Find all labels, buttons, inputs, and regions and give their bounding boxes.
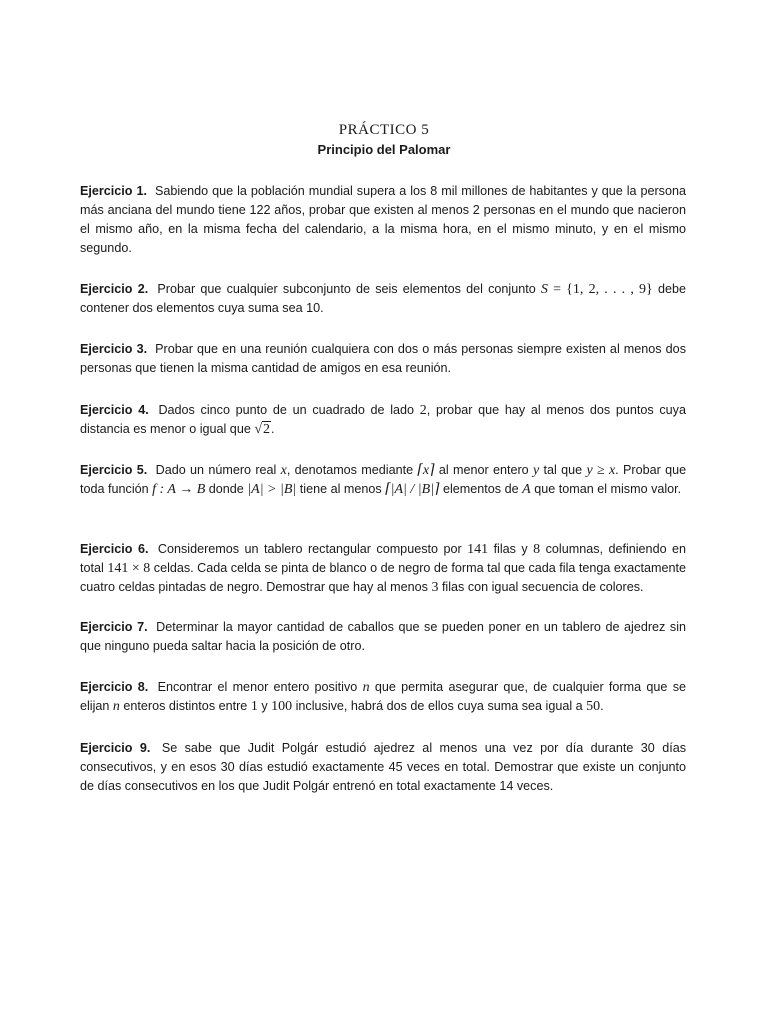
exercise-text: enteros distintos entre (123, 699, 248, 713)
exercise-text: Determinar la mayor cantidad de caballos que se pueden poner en un tablero de ajedrez sin que ninguno pueda saltar hacia la posición de otro. (80, 620, 687, 653)
math-expression: y (532, 463, 540, 478)
exercise-label: Ejercicio 2. (80, 282, 149, 296)
exercise-text: Dados cinco punto de un cuadrado de lado (158, 403, 415, 417)
math-expression: x (280, 463, 287, 478)
page-title: PRÁCTICO 5 (338, 122, 430, 138)
exercise-label: Ejercicio 1. (80, 184, 147, 198)
exercise-text: que permita asegurar que, de cualquier forma que se elijan (80, 680, 687, 713)
math-expression: n (112, 699, 120, 714)
math-expression: 141 (467, 542, 489, 557)
sqrt-sign: √ (254, 422, 263, 437)
exercise-text: Consideremos un tablero rectangular compuesto por (157, 542, 462, 556)
exercise-text: . (600, 699, 604, 713)
exercise-text: Sabiendo que la población mundial supera a los 8 mil millones de habitantes y que la persona más anciana del mundo tiene 122 años, probar que existen al menos 2 personas en el mundo que nacieron el mismo año, en la misma fecha del calendario, a la misma hora, en el mismo minuto, y en el mismo segundo. (80, 184, 686, 255)
math-expression: 2 (263, 422, 271, 437)
exercise-label: Ejercicio 4. (80, 403, 149, 417)
exercise-text: Probar que en una reunión cualquiera con dos o más personas siempre existen al menos dos personas que tienen la misma cantidad de amigos en esa reunión. (80, 342, 686, 375)
math-expression: 50 (586, 699, 601, 714)
exercise-label: Ejercicio 5. (80, 463, 148, 477)
exercise-text: debe contener dos elementos cuya suma sea 10. (80, 282, 687, 315)
exercise-text: y (261, 699, 268, 713)
exercise-text: , denotamos mediante (286, 463, 414, 477)
exercise-3 (80, 340, 686, 378)
exercise-text: columnas, definiendo en total (80, 542, 687, 575)
exercise-4 (80, 401, 686, 439)
math-expression: S (540, 282, 548, 297)
exercise-text: , probar que hay al menos dos puntos cuya distancia es menor o igual que (80, 403, 686, 436)
exercise-8 (80, 678, 686, 716)
math-expression: 141 × 8 (107, 561, 151, 576)
exercise-label: Ejercicio 7. (80, 620, 148, 634)
header (0, 121, 768, 159)
exercise-text: Encontrar el menor entero positivo (157, 680, 358, 694)
exercise-5 (80, 461, 686, 499)
exercise-text: al menor entero (438, 463, 529, 477)
math-expression: 100 (271, 699, 293, 714)
exercise-6 (80, 540, 686, 597)
exercise-text: . (271, 422, 275, 436)
exercise-2 (80, 280, 686, 318)
math-expression: n (362, 680, 370, 695)
exercise-text: filas y (493, 542, 528, 556)
exercise-text: Probar que cualquier subconjunto de seis elementos del conjunto (157, 282, 536, 296)
math-expression: = {1, 2, . . . , 9} (547, 282, 653, 297)
exercise-text: filas con igual secuencia de colores. (441, 580, 644, 594)
math-expression: |A| > |B| (247, 482, 297, 497)
exercise-text: donde (208, 482, 244, 496)
page-subtitle: Principio del Palomar (317, 142, 451, 157)
math-expression: ⌈|A| / |B|⌉ (385, 482, 440, 497)
exercise-text: tiene al menos (299, 482, 382, 496)
math-expression: 2 (419, 403, 427, 418)
exercise-9 (80, 739, 686, 796)
math-expression: y ≥ x (586, 463, 616, 478)
exercise-label: Ejercicio 3. (80, 342, 148, 356)
exercise-text: inclusive, habrá dos de ellos cuya suma sea igual a (295, 699, 583, 713)
exercise-text: celdas. Cada celda se pinta de blanco o de negro de forma tal que cada fila tenga exactamente cuatro celdas pintadas de negro. Demostrar que hay al menos (80, 561, 687, 594)
math-expression: f : A → B (152, 482, 206, 497)
exercise-text: elementos de (443, 482, 519, 496)
math-expression: A (522, 482, 531, 497)
exercise-1 (80, 182, 686, 258)
exercise-text: Se sabe que Judit Polgár estudió ajedrez al menos una vez por día durante 30 días consecutivos, y en esos 30 días estudió exactamente 45 veces en total. Demostrar que existe un conjunto de días consecutivos en los que Judit Polgár entrenó en total exactamente 14 veces. (80, 741, 686, 793)
exercise-text: tal que (543, 463, 583, 477)
exercise-text: Dado un número real (155, 463, 277, 477)
exercise-text: que toman el mismo valor. (534, 482, 682, 496)
math-expression: ⌈x⌉ (417, 463, 435, 478)
math-expression: 1 (250, 699, 258, 714)
exercise-label: Ejercicio 9. (80, 741, 151, 755)
math-expression: 3 (431, 580, 439, 595)
exercise-text: . Probar que toda función (80, 463, 687, 496)
exercise-label: Ejercicio 6. (80, 542, 149, 556)
math-expression: 8 (533, 542, 541, 557)
exercise-7 (80, 618, 686, 656)
exercise-label: Ejercicio 8. (80, 680, 149, 694)
